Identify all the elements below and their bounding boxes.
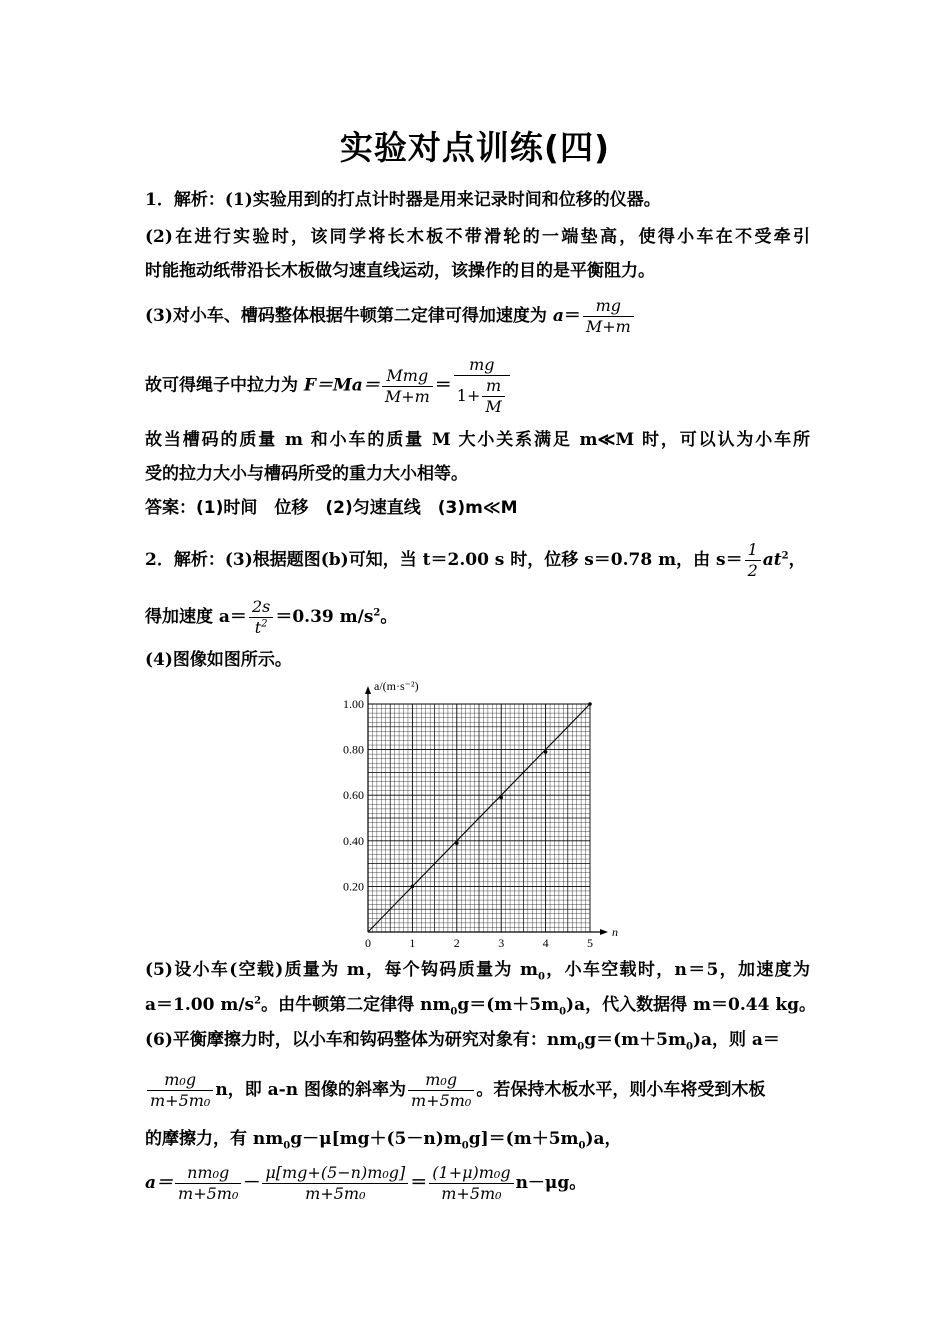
q1-l5-eq: ＝ — [434, 375, 452, 396]
q2-l5b-part3: g＝(m＋5m — [457, 995, 560, 1015]
q2-l5b-sup: 2 — [254, 995, 262, 1007]
q2-l6c-sub3: 0 — [578, 1140, 586, 1152]
q2-line-5a — [145, 958, 810, 982]
q2-l6c-sub2: 0 — [461, 1140, 469, 1152]
q2-l2-fraction — [249, 597, 273, 638]
frac-denominator: m+5m₀ — [175, 1183, 241, 1204]
q2-l6c-part1: 的摩擦力，有 nm — [145, 1129, 284, 1149]
q2-line-2 — [145, 597, 810, 638]
q1-line-3: 时能拖动纸带沿长木板做匀速直线运动，该操作的目的是平衡阻力。 — [145, 261, 655, 281]
y-axis-arrow — [365, 686, 371, 694]
frac-den-prefix: 1+ — [456, 386, 481, 405]
q2-l6c-part4: )a， — [585, 1129, 622, 1149]
q2-l6a-part1: (6)平衡摩擦力时，以小车和钩码整体为研究对象有：nm — [145, 1030, 578, 1050]
q2-l1-text: 2．解析：(3)根据题图(b)可知，当 t＝2.00 s 时，位移 s＝0.78 m，由 s＝ — [145, 550, 743, 570]
a-n-graph — [330, 676, 620, 948]
frac-numerator: m₀g — [164, 1070, 197, 1089]
page-title: 实验对点训练(四) — [339, 128, 611, 167]
q2-l2-sup: 2 — [373, 607, 381, 619]
q2-l6b-mid: n，即 a-n 图像的斜率为 — [215, 1080, 406, 1100]
q2-l2-text: 得加速度 a＝ — [145, 607, 247, 627]
q1-l4-eq: ＝ — [563, 306, 581, 326]
q2-l6b-fraction-1 — [147, 1070, 213, 1111]
frac-numerator: 2s — [251, 597, 271, 616]
q1-l5-fraction-2 — [454, 355, 510, 417]
frac-denominator: M+m — [583, 316, 634, 337]
q2-l5b-sub2: 0 — [559, 1006, 567, 1018]
q2-l1-end: ， — [788, 550, 806, 570]
q2-l6b-fraction-2 — [408, 1070, 474, 1111]
q1-line-7: 受的拉力大小与槽码所受的重力大小相等。 — [145, 464, 468, 484]
q1-answer: 答案：(1)时间 位移 (2)匀速直线 (3)m≪M — [145, 498, 518, 518]
q2-l5a-text: (5)设小车(空载)质量为 m，每个钩码质量为 m — [145, 960, 538, 980]
q1-l4-fraction — [583, 296, 634, 337]
q2-l6d-end: n－μg。 — [515, 1173, 587, 1193]
q2-l6d-fraction-2 — [262, 1163, 408, 1204]
y-axis-label: a/(m·s⁻²) — [374, 679, 419, 693]
q2-l2-end: 。 — [380, 607, 398, 627]
q2-line-1 — [145, 540, 810, 581]
q2-l6b-end: 。若保持木板水平，则小车将受到木板 — [476, 1080, 766, 1100]
x-tick-label: 3 — [498, 936, 505, 948]
q2-line-3: (4)图像如图所示。 — [145, 650, 292, 670]
q2-line-6a — [145, 1028, 810, 1052]
q2-l5b-part1: a＝1.00 m/s — [145, 995, 255, 1015]
frac-denominator: m+5m₀ — [262, 1183, 408, 1204]
frac-numerator: mg — [595, 296, 622, 315]
y-tick-label: 0.20 — [343, 879, 364, 894]
x-axis-arrow — [600, 929, 608, 935]
frac-denominator — [249, 617, 273, 638]
q2-l6c-sub1: 0 — [283, 1140, 291, 1152]
q2-l6c-part2: g－μ[mg＋(5－n)m — [290, 1129, 462, 1149]
q2-l5a-end: ，小车空载时，n＝5，加速度为 — [544, 960, 810, 980]
q1-l5-fraction-1 — [382, 366, 433, 407]
q1-line-2: (2)在进行实验时，该同学将长木板不带滑轮的一端垫高，使得小车在不受牵引 — [145, 227, 810, 247]
q1-line-4 — [145, 296, 810, 337]
x-tick-label: 4 — [542, 936, 549, 948]
q2-l1-sup: 2 — [781, 550, 789, 562]
x-tick-label: 5 — [587, 936, 593, 948]
q2-l5a-sub: 0 — [537, 971, 545, 983]
frac-numerator: Mmg — [386, 365, 429, 385]
nested-fraction — [482, 376, 504, 417]
frac-denominator: 2 — [745, 560, 761, 581]
q2-line-5b — [145, 993, 816, 1018]
frac-den-t: t — [254, 618, 262, 637]
q2-line-6c — [145, 1127, 810, 1151]
q1-line-5 — [145, 355, 810, 417]
q2-l6a-part2: g＝(m＋5m — [584, 1030, 686, 1050]
x-axis-label: n — [612, 925, 618, 939]
y-tick-label: 0.40 — [343, 833, 364, 848]
q2-line-6d — [145, 1163, 810, 1204]
q1-line-6: 故当槽码的质量 m 和小车的质量 M 大小关系满足 m≪M 时，可以认为小车所 — [145, 430, 810, 450]
frac-denominator: m+5m₀ — [429, 1183, 513, 1204]
frac-denominator: M+m — [382, 386, 433, 407]
frac-den-sup: 2 — [261, 618, 268, 630]
q2-l6a-part3: )a，则 a＝ — [692, 1030, 780, 1050]
data-point — [455, 841, 459, 845]
frac-denominator: m+5m₀ — [147, 1090, 213, 1111]
data-point — [544, 750, 548, 754]
data-point — [499, 796, 503, 800]
frac-numerator: (1+μ)m₀g — [432, 1163, 511, 1182]
frac-numerator: nm₀g — [187, 1163, 230, 1182]
frac-numerator: μ[mg+(5−n)m₀g] — [265, 1163, 406, 1182]
x-tick-label: 2 — [453, 936, 460, 948]
q2-l5b-part2: 。由牛顿第二定律得 nm — [261, 995, 451, 1015]
frac-denominator — [454, 375, 510, 417]
q2-l6d-eq: ＝ — [410, 1173, 428, 1193]
frac-denominator: m+5m₀ — [408, 1090, 474, 1111]
q1-l4-text: (3)对小车、槽码整体根据牛顿第二定律可得加速度为 — [145, 306, 547, 326]
q2-l1-fraction — [745, 540, 761, 581]
q2-l6a-sub2: 0 — [685, 1041, 693, 1053]
q1-l5-text: 故可得绳子中拉力为 — [145, 375, 298, 396]
q2-l6d-a: a＝ — [145, 1173, 174, 1193]
q2-l5b-sub1: 0 — [450, 1006, 458, 1018]
y-tick-label: 0.80 — [343, 742, 364, 757]
y-tick-label: 0.60 — [343, 788, 364, 803]
x-tick-label: 1 — [409, 936, 416, 948]
q2-l6a-sub1: 0 — [577, 1041, 585, 1053]
q2-l6c-part3: g]＝(m＋5m — [468, 1129, 579, 1149]
q2-l5b-part4: )a，代入数据得 m＝0.44 kg。 — [566, 995, 816, 1015]
q2-line-6b — [145, 1070, 810, 1111]
y-tick-label: 1.00 — [343, 697, 364, 711]
q1-l5-f: F＝Ma＝ — [303, 375, 380, 396]
data-point — [411, 885, 415, 889]
frac-numerator: m₀g — [425, 1070, 458, 1089]
q2-l6d-fraction-1 — [175, 1163, 241, 1204]
x-tick-label: 0 — [365, 936, 371, 948]
frac-numerator: 1 — [747, 540, 758, 559]
frac-denominator: M — [482, 396, 504, 417]
q2-l6d-fraction-3 — [429, 1163, 513, 1204]
frac-numerator: m — [486, 376, 502, 395]
q2-l1-at: at — [762, 550, 782, 570]
q1-l4-a: a — [552, 306, 564, 326]
q1-line-1: 1．解析：(1)实验用到的打点计时器是用来记录时间和位移的仪器。 — [145, 190, 661, 210]
data-point — [588, 702, 592, 706]
q2-l6d-minus: － — [243, 1173, 261, 1193]
frac-numerator: mg — [469, 355, 495, 374]
q2-l2-tail: ＝0.39 m/s — [275, 607, 374, 627]
